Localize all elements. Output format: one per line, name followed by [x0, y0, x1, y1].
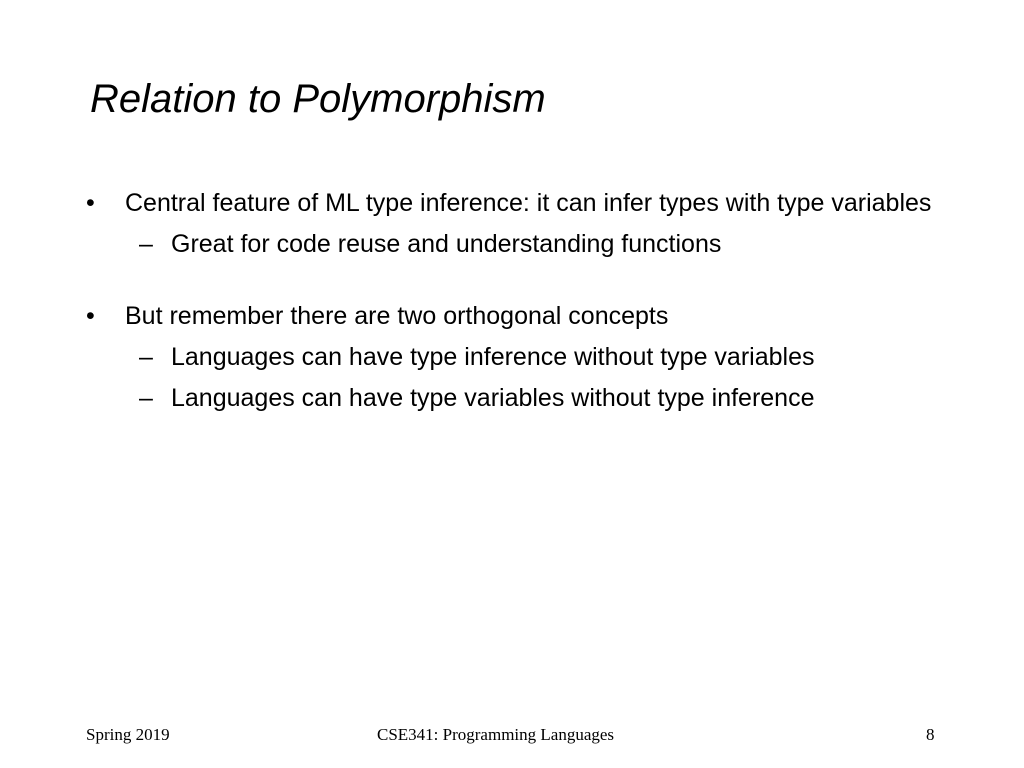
bullet-item — [0, 299, 935, 333]
footer-course: CSE341: Programming Languages — [377, 725, 615, 744]
slide-body — [0, 186, 1024, 415]
bullet-item — [0, 186, 935, 220]
sub-bullet-item — [0, 381, 1024, 415]
dash-icon: – — [139, 384, 153, 412]
dash-icon: – — [139, 230, 153, 258]
sub-bullet-item — [0, 227, 1024, 261]
sub-bullet-text: Languages can have type inference without type variables — [171, 343, 815, 371]
sub-bullet-item — [0, 340, 1024, 374]
dash-icon: – — [139, 343, 153, 371]
bullet-icon: • — [86, 189, 95, 217]
slide-title: Relation to Polymorphism — [90, 77, 546, 121]
sub-bullet-text: Great for code reuse and understanding functions — [171, 230, 722, 258]
sub-bullet-text: Languages can have type variables without type inference — [171, 384, 815, 412]
bullet-text: But remember there are two orthogonal concepts — [125, 302, 669, 330]
page-number: 8 — [926, 725, 935, 744]
footer-date: Spring 2019 — [86, 725, 170, 744]
spacer — [0, 261, 1024, 299]
bullet-text: Central feature of ML type inference: it can infer types with type variables — [125, 189, 932, 217]
bullet-icon: • — [86, 302, 95, 330]
